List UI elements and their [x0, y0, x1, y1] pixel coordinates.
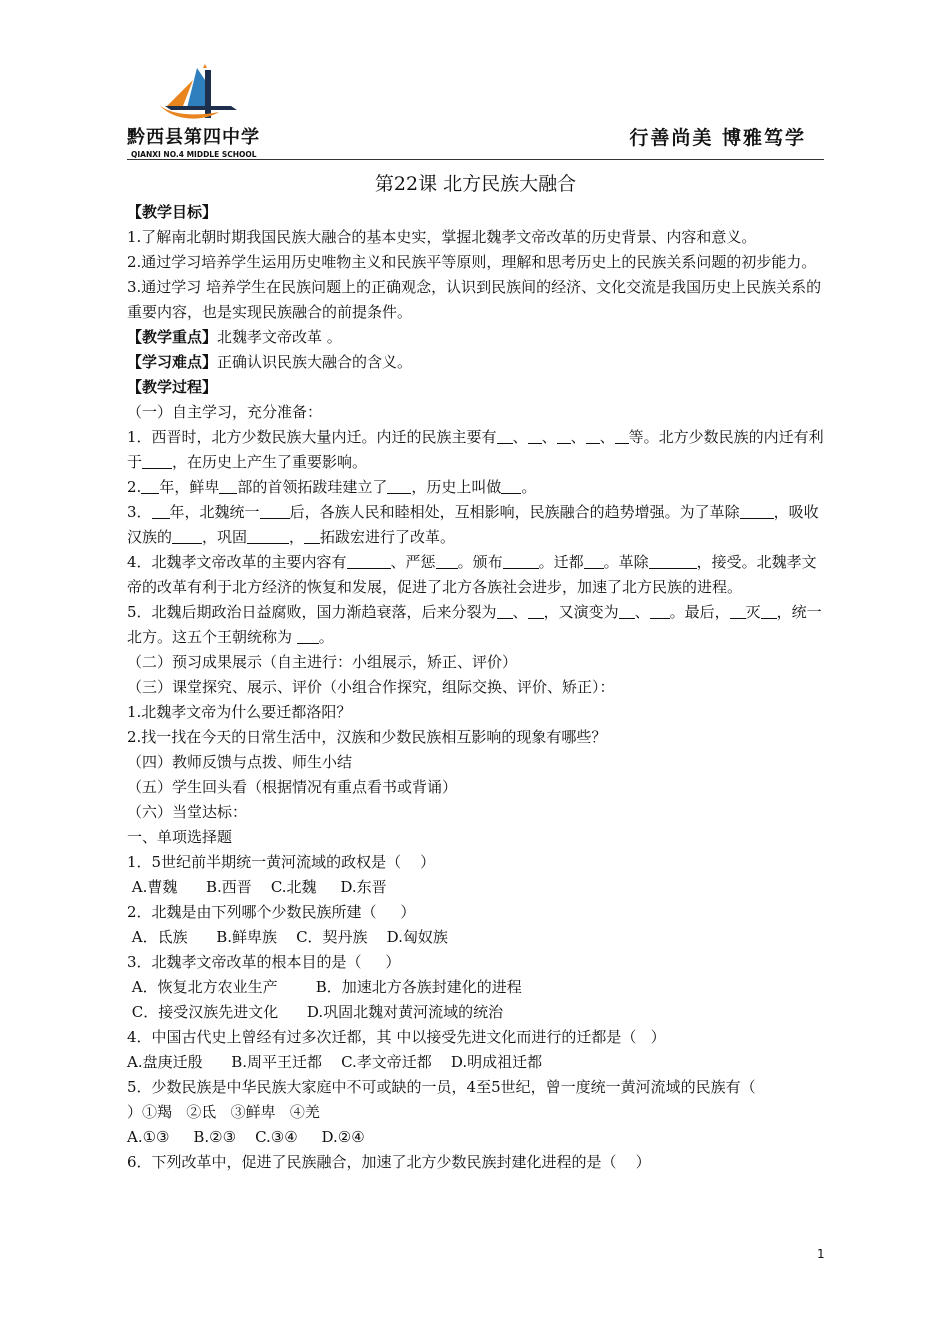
question-text: 。 — [318, 628, 334, 646]
quiz-line: A．恢复北方农业生产 B．加速北方各族封建化的进程 — [127, 978, 522, 996]
answer-blank — [740, 503, 774, 519]
key-point-label: 【教学重点】 — [127, 328, 218, 346]
question-text: 、 — [512, 428, 528, 446]
page-number: 1 — [817, 1247, 825, 1261]
quiz-line: A.①③ B.②③ C.③④ D.②④ — [127, 1128, 365, 1146]
answer-blank — [260, 503, 290, 519]
answer-blank — [761, 603, 777, 619]
question-text: 1．西晋时，北方少数民族大量内迁。内迁的民族主要有 — [127, 428, 497, 446]
answer-blank — [142, 453, 172, 469]
question-text: 。革除 — [603, 553, 649, 571]
section-heading: （五）学生回头看（根据情况有重点看书或背诵） — [127, 778, 458, 796]
question-text: 等。北方少数民族的内迁有利于 — [127, 428, 824, 471]
question-text: 4．北魏孝文帝改革的主要内容有 — [127, 553, 347, 571]
objective-item: 2.通过学习培养学生运用历史唯物主义和民族平等原则，理解和思考历史上的民族关系问题的初步能力。 — [127, 253, 817, 271]
question-text: 后，各族人民和睦相处，互相影响，民族融合的趋势增强。为了革除 — [289, 503, 740, 521]
section-heading: （一）自主学习，充分准备： — [127, 403, 323, 421]
fill-question-5 — [127, 600, 824, 650]
answer-blank — [650, 603, 670, 619]
objectives-heading: 【教学目标】 — [127, 203, 218, 221]
answer-blank — [219, 478, 237, 494]
quiz-line: A．氐族 B.鲜卑族 C．契丹族 D.匈奴族 — [127, 928, 448, 946]
question-text: 3． — [127, 503, 152, 521]
difficulty-text: 正确认识民族大融合的含义。 — [217, 353, 413, 371]
section-heading: （三）课堂探究、展示、评价（小组合作探究，组际交换、评价、矫正）： — [127, 678, 615, 696]
difficulty-label: 【学习难点】 — [127, 353, 218, 371]
answer-blank — [501, 478, 521, 494]
quiz-line: ）①羯 ②氐 ③鲜卑 ④羌 — [127, 1103, 320, 1121]
question-text: ，历史上叫做 — [411, 478, 502, 496]
answer-blank — [528, 603, 544, 619]
answer-blank — [152, 503, 170, 519]
answer-blank — [497, 428, 513, 444]
section-heading: （二）预习成果展示（自主进行：小组展示，矫正、评价） — [127, 653, 518, 671]
answer-blank — [649, 553, 697, 569]
answer-blank — [172, 528, 202, 544]
fill-question-1 — [127, 425, 824, 475]
page-header — [127, 62, 824, 162]
answer-blank — [528, 428, 542, 444]
answer-blank — [730, 603, 746, 619]
school-name-cn: 黔西县第四中学 — [127, 127, 260, 148]
question-text: 、 — [512, 603, 528, 621]
header-divider — [127, 159, 824, 160]
question-text: 。迁都 — [538, 553, 584, 571]
question-text: 2. — [127, 478, 142, 496]
school-name-en: QIANXI NO.4 MIDDLE SCHOOL — [131, 150, 257, 159]
answer-blank — [619, 603, 635, 619]
quiz-line: 5．少数民族是中华民族大家庭中不可或缺的一员，4至5世纪，曾一度统一黄河流域的民族有（ — [127, 1078, 756, 1096]
question-text: 5．北魏后期政治日益腐败，国力渐趋衰落，后来分裂为 — [127, 603, 497, 621]
answer-blank — [497, 603, 513, 619]
key-point-text: 北魏孝文帝改革 。 — [217, 328, 342, 346]
key-point — [127, 325, 824, 350]
question-text: 、 — [599, 428, 615, 446]
question-text: 、 — [570, 428, 586, 446]
question-text: 、严惩 — [390, 553, 436, 571]
question-text: 年，北魏统一 — [169, 503, 260, 521]
quiz-line: C．接受汉族先进文化 D.巩固北魏对黄河流域的统治 — [127, 1003, 504, 1021]
answer-blank — [503, 553, 539, 569]
quiz-line: A.盘庚迁殷 B.周平王迁都 C.孝文帝迁都 D.明成祖迁都 — [127, 1053, 543, 1071]
section-heading: （六）当堂达标： — [127, 803, 248, 821]
process-heading: 【教学过程】 — [127, 378, 218, 396]
inquiry-question: 2.找一找在今天的日常生活中，汉族和少数民族相互影响的现象有哪些？ — [127, 728, 607, 746]
answer-blank — [615, 428, 629, 444]
question-text: 灭 — [745, 603, 761, 621]
question-text: 。颁布 — [457, 553, 503, 571]
quiz-line: 4．中国古代史上曾经有过多次迁都，其 中以接受先进文化而进行的迁都是（ ） — [127, 1028, 666, 1046]
question-text: 、 — [634, 603, 650, 621]
answer-blank — [436, 553, 458, 569]
answer-blank — [557, 428, 571, 444]
quiz-line: 6．下列改革中，促进了民族融合，加速了北方少数民族封建化进程的是（ ） — [127, 1153, 651, 1171]
question-text: ，吸收汉族的 — [127, 503, 819, 546]
quiz-line: A.曹魏 B.西晋 C.北魏 D.东晋 — [127, 878, 387, 896]
answer-blank — [387, 478, 411, 494]
question-text: 、 — [541, 428, 557, 446]
fill-question-4 — [127, 550, 824, 600]
answer-blank — [586, 428, 600, 444]
question-text: 年，鲜卑 — [159, 478, 220, 496]
answer-blank — [584, 553, 604, 569]
quiz-line: 1．5世纪前半期统一黄河流域的政权是（ ） — [127, 853, 436, 871]
section-heading: （四）教师反馈与点拨、师生小结 — [127, 753, 353, 771]
quiz-heading: 一、单项选择题 — [127, 828, 233, 846]
lesson-title: 第22课 北方民族大融合 — [374, 173, 577, 195]
difficulty — [127, 350, 824, 375]
question-text: 拓跋宏进行了改革。 — [320, 528, 456, 546]
quiz-line: 2．北魏是由下列哪个少数民族所建（ ） — [127, 903, 416, 921]
quiz-line: 3．北魏孝文帝改革的根本目的是（ ） — [127, 953, 401, 971]
objective-item: 1.了解南北朝时期我国民族大融合的基本史实，掌握北魏孝文帝改革的历史背景、内容和意义。 — [127, 228, 757, 246]
objective-item: 3.通过学习 培养学生在民族问题上的正确观念，认识到民族间的经济、文化交流是我国历史上民族关系的重要内容，也是实现民族融合的前提条件。 — [127, 278, 822, 321]
lesson-content — [127, 168, 824, 1175]
answer-blank — [247, 528, 289, 544]
fill-question-2 — [127, 475, 824, 500]
question-text: 。最后， — [669, 603, 730, 621]
question-text: ，接受。北魏孝文帝的改革有利于北方经济的恢复和发展，促进了北方各族社会进步，加速了北方民族的进程。 — [127, 553, 817, 596]
question-text: ， — [289, 528, 305, 546]
answer-blank — [297, 628, 319, 644]
school-motto: 行善尚美 博雅笃学 — [629, 127, 806, 149]
fill-question-3 — [127, 500, 824, 550]
question-text: 。 — [521, 478, 537, 496]
question-text: ，统一北方。这五个王朝统称为 — [127, 603, 822, 646]
answer-blank — [347, 553, 391, 569]
question-text: 部的首领拓跋珪建立了 — [237, 478, 388, 496]
question-text: ，在历史上产生了重要影响。 — [172, 453, 368, 471]
inquiry-question: 1.北魏孝文帝为什么要迁都洛阳？ — [127, 703, 352, 721]
question-text: ，又演变为 — [543, 603, 619, 621]
question-text: ，巩固 — [202, 528, 248, 546]
answer-blank — [141, 478, 159, 494]
answer-blank — [304, 528, 320, 544]
